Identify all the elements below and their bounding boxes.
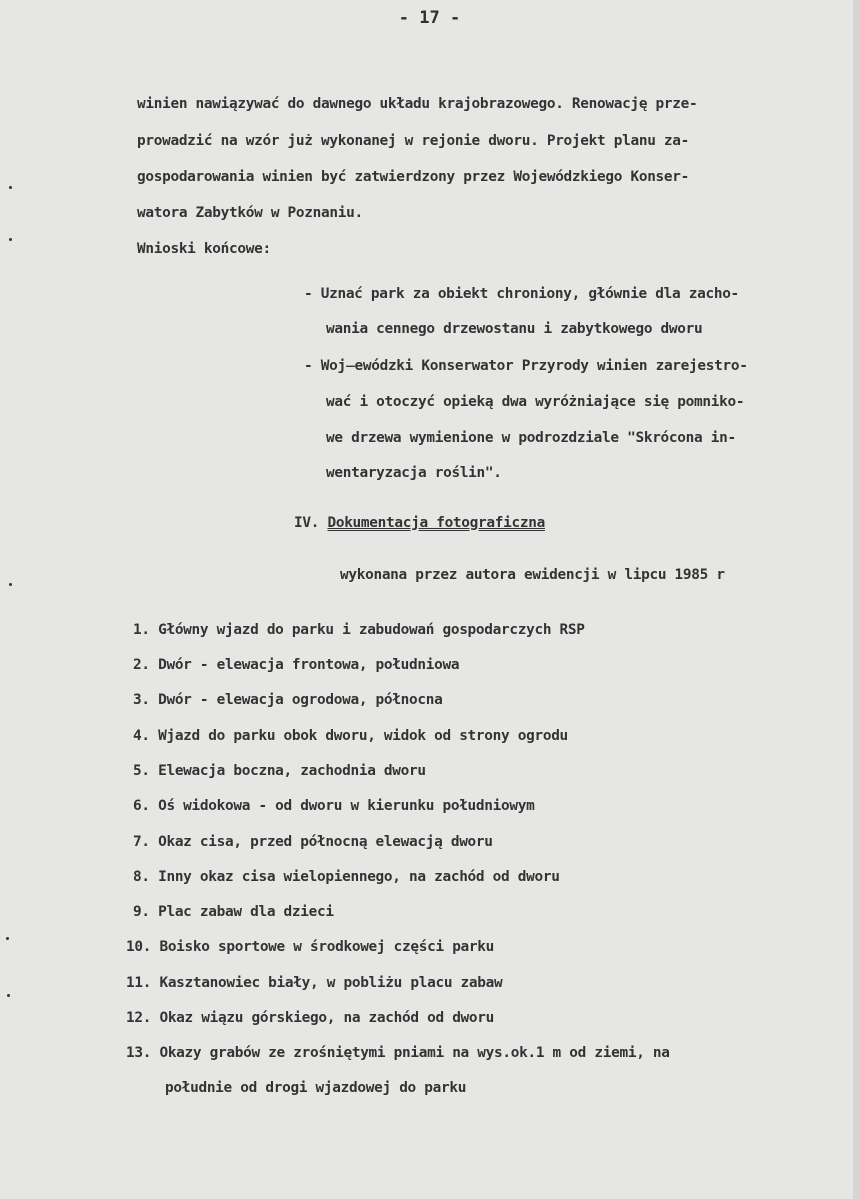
photo-item: 7. Okaz cisa, przed północną elewacją dworu	[133, 834, 493, 850]
photo-item: 10. Boisko sportowe w środkowej części parku	[126, 939, 495, 955]
photo-item: 12. Okaz wiązu górskiego, na zachód od dworu	[126, 1010, 495, 1026]
photo-item: 1. Główny wjazd do parku i zabudowań gospodarczych RSP	[133, 622, 585, 638]
conclusion-line: - Uznać park za obiekt chroniony, głównie dla zacho-	[304, 286, 739, 302]
photo-item: 2. Dwór - elewacja frontowa, południowa	[133, 657, 460, 673]
conclusion-line: wania cennego drzewostanu i zabytkowego dworu	[326, 321, 703, 337]
paragraph-line: gospodarowania winien być zatwierdzony przez Wojewódzkiego Konser-	[137, 169, 690, 185]
photo-item: 11. Kasztanowiec biały, w pobliżu placu zabaw	[126, 975, 503, 991]
paragraph-line: watora Zabytków w Poznaniu.	[137, 205, 363, 221]
conclusion-line: wać i otoczyć opieką dwa wyróżniające się pomniko-	[326, 394, 745, 410]
photo-item: 9. Plac zabaw dla dzieci	[133, 904, 334, 920]
conclusion-line: - Woj̶ewódzki Konserwator Przyrody winien zarejestro-	[304, 358, 748, 374]
margin-mark	[9, 186, 12, 189]
photo-item: 3. Dwór - elewacja ogrodowa, północna	[133, 692, 443, 708]
photo-item: 13. Okazy grabów ze zrośniętymi pniami na wys.ok.1 m od ziemi, na	[126, 1045, 670, 1061]
margin-mark	[7, 994, 10, 997]
page-edge	[853, 0, 859, 1199]
photo-item: 5. Elewacja boczna, zachodnia dworu	[133, 763, 426, 779]
page-number: - 17 -	[398, 8, 461, 28]
conclusion-line: wentaryzacja roślin".	[326, 465, 502, 481]
paragraph-line: winien nawiązywać do dawnego układu krajobrazowego. Renowację prze-	[137, 96, 698, 112]
photo-item-continuation: południe od drogi wjazdowej do parku	[165, 1080, 467, 1096]
conclusion-line: we drzewa wymienione w podrozdziale "Skrócona in-	[326, 430, 736, 446]
section-heading	[294, 515, 545, 531]
photo-item: 8. Inny okaz cisa wielopiennego, na zachód od dworu	[133, 869, 560, 885]
margin-mark	[9, 238, 12, 241]
section-subtitle: wykonana przez autora ewidencji w lipcu 1985 r	[340, 567, 725, 583]
section-number: IV.	[294, 515, 320, 531]
margin-mark	[9, 583, 12, 586]
photo-item: 6. Oś widokowa - od dworu w kierunku południowym	[133, 798, 535, 814]
conclusions-heading: Wnioski końcowe:	[137, 241, 271, 257]
paragraph-line: prowadzić na wzór już wykonanej w rejonie dworu. Projekt planu za-	[137, 133, 690, 149]
margin-mark	[6, 937, 9, 940]
section-title: Dokumentacja fotograficzna	[327, 515, 545, 531]
photo-item: 4. Wjazd do parku obok dworu, widok od strony ogrodu	[133, 728, 568, 744]
